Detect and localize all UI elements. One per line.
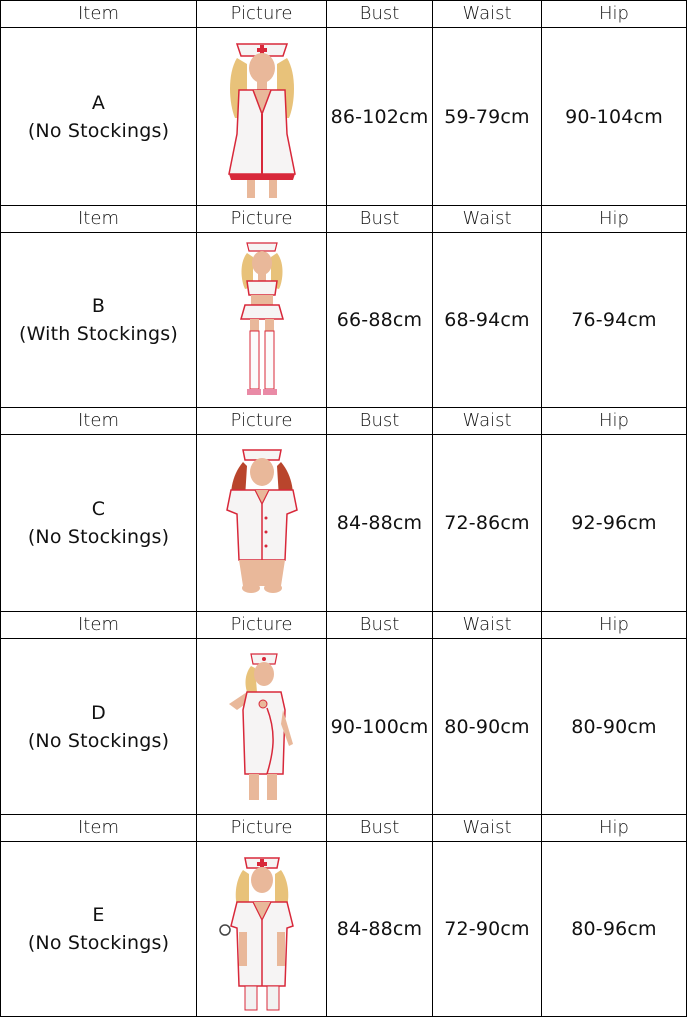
costume-e-image [207,846,317,1012]
item-stockings-note: (No Stockings) [27,526,170,548]
costume-c-image [207,440,317,606]
hip-value: 92-96cm [542,435,687,612]
item-cell [1,639,197,815]
bust-value: 66-88cm [327,233,433,408]
header-item: Item [1,206,197,233]
header-bust: Bust [327,815,433,842]
header-hip: Hip [542,408,687,435]
item-stockings-note: (With Stockings) [18,323,179,345]
header-hip: Hip [542,815,687,842]
item-row-d [1,639,687,815]
item-stockings-note: (No Stockings) [27,729,170,752]
picture-cell [197,639,327,815]
header-item: Item [1,408,197,435]
costume-b-image [207,237,317,403]
picture-cell [197,435,327,612]
item-letter: B [91,295,106,317]
header-picture: Picture [197,206,327,233]
header-row [1,1,687,28]
header-bust: Bust [327,408,433,435]
item-row-b [1,233,687,408]
item-cell [1,233,197,408]
waist-value: 72-90cm [433,842,542,1017]
header-item: Item [1,1,197,28]
waist-value: 72-86cm [433,435,542,612]
header-item: Item [1,612,197,639]
header-row [1,408,687,435]
hip-value: 76-94cm [542,233,687,408]
picture-cell [197,842,327,1017]
waist-value: 68-94cm [433,233,542,408]
bust-value: 90-100cm [327,639,433,815]
header-picture: Picture [197,1,327,28]
waist-value: 59-79cm [433,28,542,206]
header-row [1,206,687,233]
item-letter: C [91,498,106,520]
item-row-e [1,842,687,1017]
item-stockings-note: (No Stockings) [27,119,170,142]
header-item: Item [1,815,197,842]
item-cell [1,28,197,206]
costume-a-image [207,34,317,200]
hip-value: 80-90cm [542,639,687,815]
header-bust: Bust [327,612,433,639]
header-bust: Bust [327,1,433,28]
item-letter: E [92,904,105,926]
item-letter: D [91,701,106,724]
item-cell [1,435,197,612]
waist-value: 80-90cm [433,639,542,815]
picture-cell [197,233,327,408]
item-stockings-note: (No Stockings) [27,932,170,954]
header-hip: Hip [542,612,687,639]
header-bust: Bust [327,206,433,233]
header-row [1,815,687,842]
header-waist: Waist [433,206,542,233]
item-letter: A [91,91,106,114]
header-waist: Waist [433,408,542,435]
header-waist: Waist [433,612,542,639]
header-row [1,612,687,639]
bust-value: 86-102cm [327,28,433,206]
header-hip: Hip [542,206,687,233]
item-row-a [1,28,687,206]
picture-cell [197,28,327,206]
costume-d-image [207,644,317,810]
item-row-c [1,435,687,612]
hip-value: 80-96cm [542,842,687,1017]
header-picture: Picture [197,815,327,842]
header-picture: Picture [197,408,327,435]
header-waist: Waist [433,815,542,842]
hip-value: 90-104cm [542,28,687,206]
header-picture: Picture [197,612,327,639]
bust-value: 84-88cm [327,435,433,612]
header-waist: Waist [433,1,542,28]
header-hip: Hip [542,1,687,28]
item-cell [1,842,197,1017]
bust-value: 84-88cm [327,842,433,1017]
